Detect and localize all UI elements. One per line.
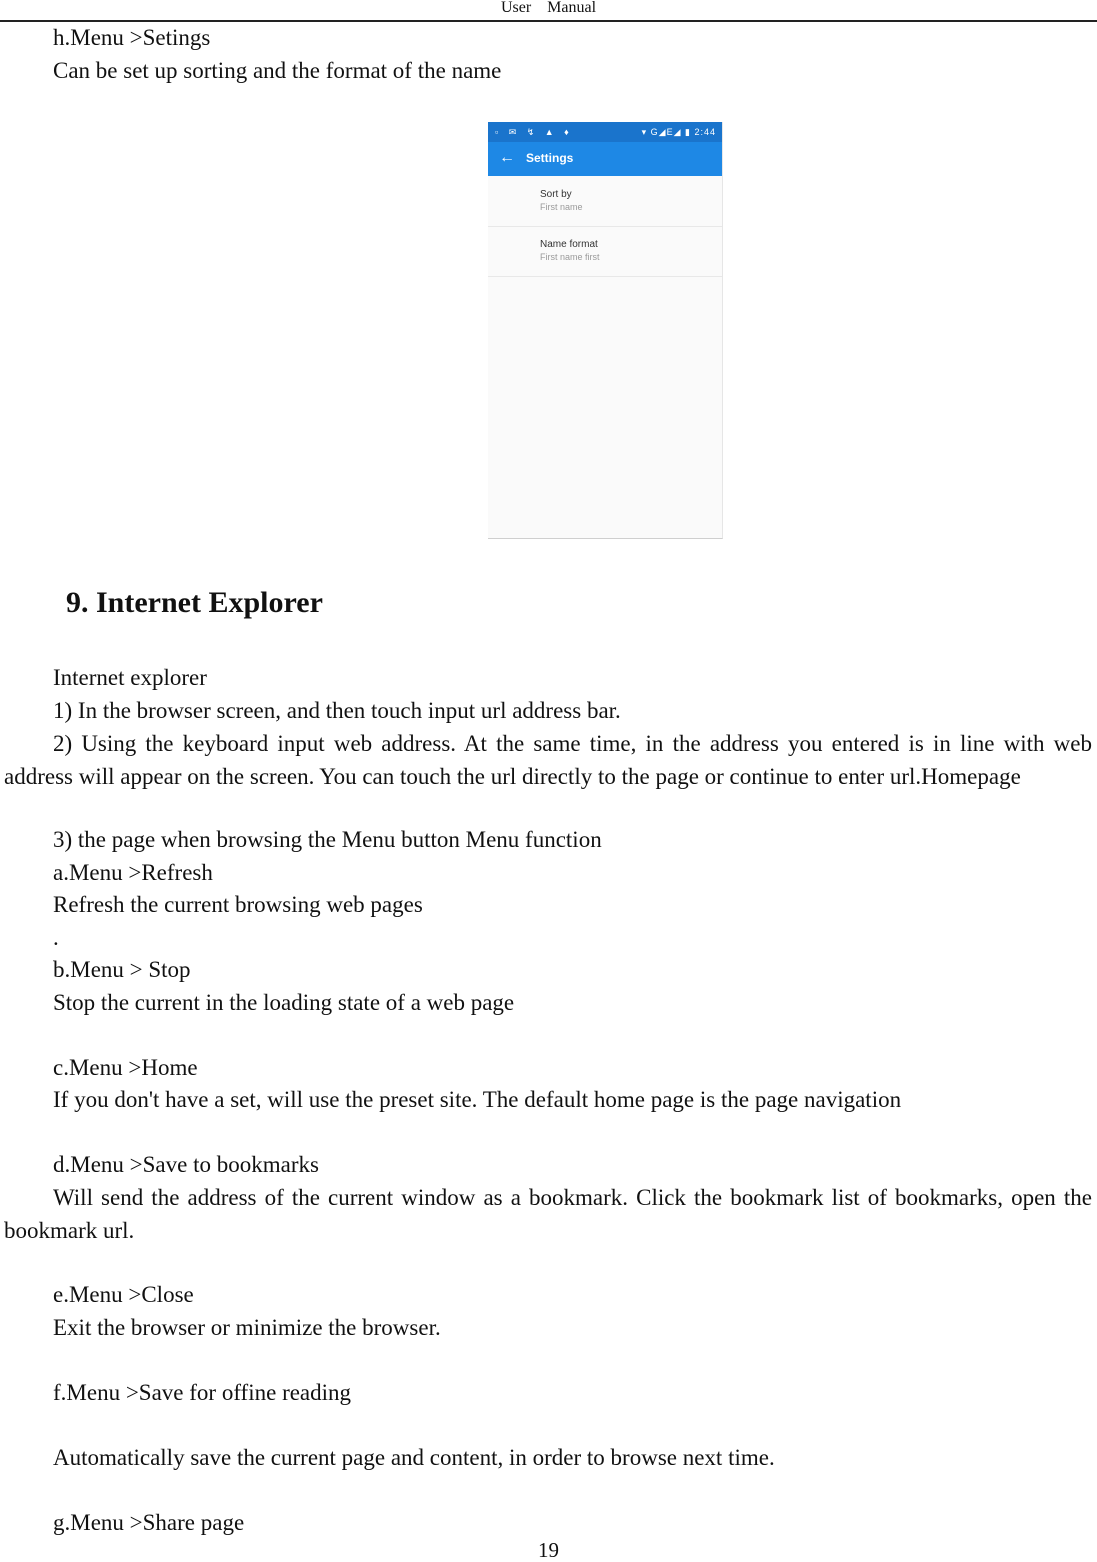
item-h-desc: Can be set up sorting and the format of the name (53, 58, 502, 83)
header-word-user: User (500, 0, 532, 16)
section-heading: 9. Internet Explorer (66, 586, 323, 619)
item-e-desc: Exit the browser or minimize the browser. (53, 1315, 441, 1340)
divider (488, 226, 722, 227)
running-header (0, 0, 1097, 22)
item-h-title: h.Menu >Setings (53, 25, 211, 50)
status-clock: ▾ G◢E◢ ▮ 2:44 (641, 127, 716, 137)
item-a-title: a.Menu >Refresh (53, 860, 213, 885)
item-f-title: f.Menu >Save for offine reading (53, 1380, 352, 1405)
app-bar (488, 142, 722, 176)
item-d-title: d.Menu >Save to bookmarks (53, 1152, 319, 1177)
stray-dot: . (53, 925, 59, 950)
settings-screenshot (488, 122, 723, 539)
item-a-desc: Refresh the current browsing web pages (53, 892, 423, 917)
pref-sort-by[interactable] (540, 188, 583, 214)
settings-title: Settings (526, 151, 574, 165)
step-3: 3) the page when browsing the Menu button Menu function (53, 827, 602, 852)
pref-title: Sort by (540, 189, 572, 200)
divider (488, 276, 722, 277)
pref-summary: First name (540, 202, 583, 212)
item-b-desc: Stop the current in the loading state of a web page (53, 990, 515, 1015)
item-c-title: c.Menu >Home (53, 1055, 198, 1080)
page-number: 19 (538, 1538, 559, 1562)
item-c-desc: If you don't have a set, will use the preset site. The default home page is the page navigation (53, 1087, 902, 1112)
item-g-title: g.Menu >Share page (53, 1510, 245, 1535)
status-bar (488, 122, 722, 142)
item-e-title: e.Menu >Close (53, 1282, 194, 1307)
pref-name-format[interactable] (540, 238, 600, 264)
intro-line: Internet explorer (53, 665, 207, 690)
pref-summary: First name first (540, 252, 600, 262)
step-1: 1) In the browser screen, and then touch input url address bar. (53, 698, 621, 723)
back-arrow-icon[interactable]: ← (499, 149, 515, 166)
item-f-desc: Automatically save the current page and content, in order to browse next time. (53, 1445, 775, 1470)
item-b-title: b.Menu > Stop (53, 957, 191, 982)
notification-icons: ▫ ✉ ↯ ▲ ♦ (495, 127, 573, 137)
step-2-paragraph: 2) Using the keyboard input web address. At the same time, in the address you entered is in line with web address will appear on the screen. You can touch the url directly to the page or continue to enter url.Homepage (4, 731, 1092, 789)
item-d-desc: Will send the address of the current window as a bookmark. Click the bookmark list of bookmarks, open the bookmark url. (4, 1185, 1092, 1243)
pref-title: Name format (540, 239, 598, 250)
header-word-manual: Manual (547, 0, 597, 16)
